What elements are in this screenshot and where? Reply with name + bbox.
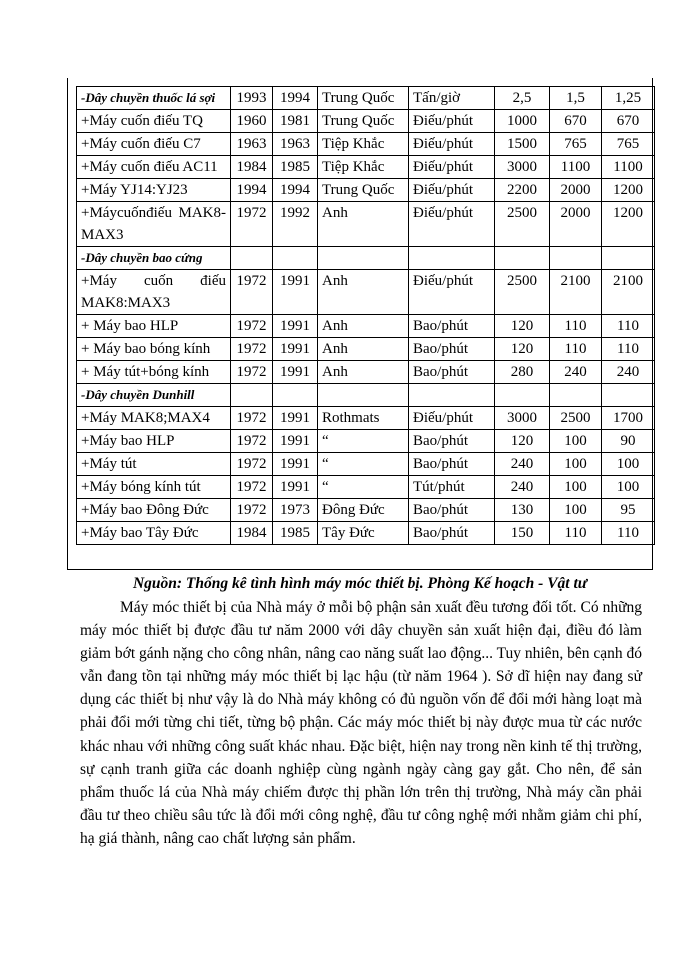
table-row bbox=[77, 315, 655, 338]
year-start-cell: 1972 bbox=[231, 361, 273, 384]
equipment-name-cell bbox=[77, 202, 231, 247]
equipment-name-cell: -Dây chuyền Dunhill bbox=[77, 384, 231, 407]
current-capacity-cell: 110 bbox=[602, 522, 655, 545]
source-caption: Nguồn: Thống kê tình hình máy móc thiết bị. Phòng Kế hoạch - Vật tư bbox=[132, 575, 588, 592]
table-row bbox=[77, 270, 655, 315]
year-start-cell bbox=[231, 247, 273, 270]
table-row bbox=[77, 179, 655, 202]
year-end-cell: 1963 bbox=[273, 133, 318, 156]
current-capacity-cell: 670 bbox=[602, 110, 655, 133]
year-end-cell: 1991 bbox=[273, 270, 318, 315]
origin-cell: Tiệp Khắc bbox=[318, 156, 409, 179]
table-group-row bbox=[77, 87, 655, 110]
year-start-cell: 1994 bbox=[231, 179, 273, 202]
actual-capacity-cell: 2500 bbox=[550, 407, 602, 430]
table-row bbox=[77, 202, 655, 247]
year-end-cell: 1992 bbox=[273, 202, 318, 247]
body-paragraph: Máy móc thiết bị của Nhà máy ở mỗi bộ phận sản xuất đều tương đối tốt. Có những máy móc thiết bị được đầu tư năm 2000 với dây chuyền sản xuất hiện đại, điều đó làm giảm bớt gánh nặng cho công nhân, nâng cao năng suất lao động... Tuy nhiên, bên cạnh đó vẫn đang tồn tại những máy móc thiết bị lạc hậu (từ năm 1964 ). Sở dĩ hiện nay đang sử dụng các thiết bị như vậy là do Nhà máy không có đủ nguồn vốn để đổi mới hàng loạt mà phải đổi mới từng chi tiết, từng bộ phận. Các máy móc thiết bị này được mua từ các nước khác nhau với những công suất khác nhau. Đặc biệt, hiện nay trong nền kinh tế thị trường, sự cạnh tranh giữa các doanh nghiệp cùng ngành ngày càng gay gắt. Cho nên, để sản phẩm thuốc lá của Nhà máy chiếm được thị phần lớn trên thị trường, Nhà máy cần phải đầu tư theo chiều sâu tức là đổi mới công nghệ, đầu tư công nghệ mới nhằm giảm chi phí, hạ giá thành, nâng cao chất lượng sản phẩm. bbox=[80, 599, 642, 847]
year-start-cell: 1984 bbox=[231, 156, 273, 179]
year-start-cell: 1960 bbox=[231, 110, 273, 133]
year-start-cell: 1972 bbox=[231, 202, 273, 247]
actual-capacity-cell: 100 bbox=[550, 430, 602, 453]
unit-cell: Bao/phút bbox=[409, 338, 495, 361]
design-capacity-cell: 2500 bbox=[495, 270, 550, 315]
equipment-name-cell: +Máy cuốn điếu AC11 bbox=[77, 156, 231, 179]
design-capacity-cell: 3000 bbox=[495, 407, 550, 430]
design-capacity-cell: 3000 bbox=[495, 156, 550, 179]
origin-cell: Anh bbox=[318, 202, 409, 247]
equipment-name-cell: + Máy bao bóng kính bbox=[77, 338, 231, 361]
equipment-name-cell: +Máy YJ14:YJ23 bbox=[77, 179, 231, 202]
equipment-name-cell: +Máy cuốn điếu C7 bbox=[77, 133, 231, 156]
year-start-cell: 1972 bbox=[231, 270, 273, 315]
actual-capacity-cell: 110 bbox=[550, 522, 602, 545]
unit-cell: Điếu/phút bbox=[409, 110, 495, 133]
design-capacity-cell: 1500 bbox=[495, 133, 550, 156]
table-row bbox=[77, 453, 655, 476]
year-start-cell: 1972 bbox=[231, 407, 273, 430]
table-group-row bbox=[77, 384, 655, 407]
current-capacity-cell: 1700 bbox=[602, 407, 655, 430]
year-start-cell: 1963 bbox=[231, 133, 273, 156]
table-row bbox=[77, 407, 655, 430]
unit-cell: Điếu/phút bbox=[409, 202, 495, 247]
design-capacity-cell: 1000 bbox=[495, 110, 550, 133]
current-capacity-cell: 1,25 bbox=[602, 87, 655, 110]
year-start-cell: 1972 bbox=[231, 430, 273, 453]
year-start-cell: 1972 bbox=[231, 315, 273, 338]
year-start-cell: 1972 bbox=[231, 453, 273, 476]
unit-cell bbox=[409, 247, 495, 270]
year-end-cell: 1991 bbox=[273, 407, 318, 430]
year-start-cell: 1972 bbox=[231, 476, 273, 499]
design-capacity-cell: 120 bbox=[495, 430, 550, 453]
current-capacity-cell: 1100 bbox=[602, 156, 655, 179]
current-capacity-cell: 95 bbox=[602, 499, 655, 522]
equipment-name-cell: +Máy bao Đông Đức bbox=[77, 499, 231, 522]
unit-cell: Bao/phút bbox=[409, 315, 495, 338]
origin-cell: Trung Quốc bbox=[318, 179, 409, 202]
year-end-cell: 1991 bbox=[273, 476, 318, 499]
unit-cell: Điếu/phút bbox=[409, 133, 495, 156]
unit-cell: Điếu/phút bbox=[409, 270, 495, 315]
equipment-name-line-1: +Máy cuốn điếu bbox=[81, 273, 226, 289]
design-capacity-cell: 130 bbox=[495, 499, 550, 522]
design-capacity-cell: 2500 bbox=[495, 202, 550, 247]
equipment-name-cell: +Máy cuốn điếu TQ bbox=[77, 110, 231, 133]
origin-cell: “ bbox=[318, 430, 409, 453]
year-start-cell: 1984 bbox=[231, 522, 273, 545]
table-row bbox=[77, 110, 655, 133]
origin-cell: Đông Đức bbox=[318, 499, 409, 522]
equipment-name-line-1: +Máycuốnđiếu MAK8- bbox=[81, 205, 226, 221]
year-end-cell: 1994 bbox=[273, 87, 318, 110]
year-end-cell: 1991 bbox=[273, 453, 318, 476]
year-start-cell: 1972 bbox=[231, 499, 273, 522]
origin-cell bbox=[318, 384, 409, 407]
year-end-cell: 1973 bbox=[273, 499, 318, 522]
origin-cell: Tây Đức bbox=[318, 522, 409, 545]
year-end-cell: 1985 bbox=[273, 156, 318, 179]
design-capacity-cell: 240 bbox=[495, 453, 550, 476]
equipment-name-cell: + Máy tút+bóng kính bbox=[77, 361, 231, 384]
unit-cell: Điếu/phút bbox=[409, 156, 495, 179]
design-capacity-cell bbox=[495, 384, 550, 407]
equipment-name-cell: +Máy tút bbox=[77, 453, 231, 476]
actual-capacity-cell: 110 bbox=[550, 338, 602, 361]
actual-capacity-cell: 100 bbox=[550, 476, 602, 499]
design-capacity-cell: 150 bbox=[495, 522, 550, 545]
equipment-name-line-2: MAK8:MAX3 bbox=[81, 295, 171, 311]
year-end-cell: 1991 bbox=[273, 338, 318, 361]
unit-cell: Bao/phút bbox=[409, 499, 495, 522]
origin-cell: Anh bbox=[318, 315, 409, 338]
current-capacity-cell: 1200 bbox=[602, 202, 655, 247]
actual-capacity-cell: 2000 bbox=[550, 202, 602, 247]
equipment-name-cell: +Máy bao Tây Đức bbox=[77, 522, 231, 545]
table-row bbox=[77, 522, 655, 545]
equipment-table-body bbox=[77, 87, 655, 545]
origin-cell: Trung Quốc bbox=[318, 87, 409, 110]
equipment-name-cell: +Máy bóng kính tút bbox=[77, 476, 231, 499]
design-capacity-cell: 120 bbox=[495, 338, 550, 361]
actual-capacity-cell: 110 bbox=[550, 315, 602, 338]
year-end-cell: 1991 bbox=[273, 315, 318, 338]
origin-cell: Anh bbox=[318, 338, 409, 361]
design-capacity-cell: 280 bbox=[495, 361, 550, 384]
origin-cell: Rothmats bbox=[318, 407, 409, 430]
current-capacity-cell: 110 bbox=[602, 315, 655, 338]
current-capacity-cell: 90 bbox=[602, 430, 655, 453]
year-end-cell bbox=[273, 384, 318, 407]
current-capacity-cell: 100 bbox=[602, 453, 655, 476]
table-row bbox=[77, 156, 655, 179]
design-capacity-cell: 2200 bbox=[495, 179, 550, 202]
year-end-cell bbox=[273, 247, 318, 270]
table-row bbox=[77, 476, 655, 499]
current-capacity-cell: 110 bbox=[602, 338, 655, 361]
design-capacity-cell: 240 bbox=[495, 476, 550, 499]
current-capacity-cell: 240 bbox=[602, 361, 655, 384]
unit-cell: Bao/phút bbox=[409, 453, 495, 476]
year-end-cell: 1985 bbox=[273, 522, 318, 545]
equipment-name-cell: -Dây chuyền bao cứng bbox=[77, 247, 231, 270]
origin-cell: Anh bbox=[318, 361, 409, 384]
actual-capacity-cell: 765 bbox=[550, 133, 602, 156]
current-capacity-cell: 2100 bbox=[602, 270, 655, 315]
unit-cell: Bao/phút bbox=[409, 430, 495, 453]
origin-cell: Tiệp Khắc bbox=[318, 133, 409, 156]
equipment-name-cell: +Máy bao HLP bbox=[77, 430, 231, 453]
unit-cell: Tút/phút bbox=[409, 476, 495, 499]
year-end-cell: 1991 bbox=[273, 430, 318, 453]
table-row bbox=[77, 430, 655, 453]
year-start-cell: 1972 bbox=[231, 338, 273, 361]
table-row bbox=[77, 361, 655, 384]
unit-cell: Bao/phút bbox=[409, 361, 495, 384]
actual-capacity-cell: 100 bbox=[550, 499, 602, 522]
actual-capacity-cell: 240 bbox=[550, 361, 602, 384]
origin-cell: Trung Quốc bbox=[318, 110, 409, 133]
design-capacity-cell bbox=[495, 247, 550, 270]
current-capacity-cell: 765 bbox=[602, 133, 655, 156]
actual-capacity-cell: 2000 bbox=[550, 179, 602, 202]
table-row bbox=[77, 499, 655, 522]
current-capacity-cell bbox=[602, 384, 655, 407]
actual-capacity-cell: 1,5 bbox=[550, 87, 602, 110]
origin-cell bbox=[318, 247, 409, 270]
equipment-name-line-2: MAX3 bbox=[81, 227, 124, 243]
design-capacity-cell: 120 bbox=[495, 315, 550, 338]
table-row bbox=[77, 133, 655, 156]
unit-cell: Bao/phút bbox=[409, 522, 495, 545]
unit-cell: Tấn/giờ bbox=[409, 87, 495, 110]
actual-capacity-cell: 670 bbox=[550, 110, 602, 133]
unit-cell: Điếu/phút bbox=[409, 407, 495, 430]
year-end-cell: 1991 bbox=[273, 361, 318, 384]
actual-capacity-cell bbox=[550, 247, 602, 270]
table-row bbox=[77, 338, 655, 361]
design-capacity-cell: 2,5 bbox=[495, 87, 550, 110]
equipment-name-cell: + Máy bao HLP bbox=[77, 315, 231, 338]
equipment-table bbox=[76, 86, 655, 545]
actual-capacity-cell bbox=[550, 384, 602, 407]
unit-cell: Điếu/phút bbox=[409, 179, 495, 202]
unit-cell bbox=[409, 384, 495, 407]
year-start-cell: 1993 bbox=[231, 87, 273, 110]
actual-capacity-cell: 100 bbox=[550, 453, 602, 476]
origin-cell: “ bbox=[318, 453, 409, 476]
current-capacity-cell: 100 bbox=[602, 476, 655, 499]
year-end-cell: 1981 bbox=[273, 110, 318, 133]
year-start-cell bbox=[231, 384, 273, 407]
equipment-name-cell: -Dây chuyền thuốc lá sợi bbox=[77, 87, 231, 110]
table-group-row bbox=[77, 247, 655, 270]
origin-cell: “ bbox=[318, 476, 409, 499]
origin-cell: Anh bbox=[318, 270, 409, 315]
equipment-name-cell: +Máy MAK8;MAX4 bbox=[77, 407, 231, 430]
year-end-cell: 1994 bbox=[273, 179, 318, 202]
current-capacity-cell bbox=[602, 247, 655, 270]
actual-capacity-cell: 1100 bbox=[550, 156, 602, 179]
actual-capacity-cell: 2100 bbox=[550, 270, 602, 315]
equipment-name-cell bbox=[77, 270, 231, 315]
current-capacity-cell: 1200 bbox=[602, 179, 655, 202]
